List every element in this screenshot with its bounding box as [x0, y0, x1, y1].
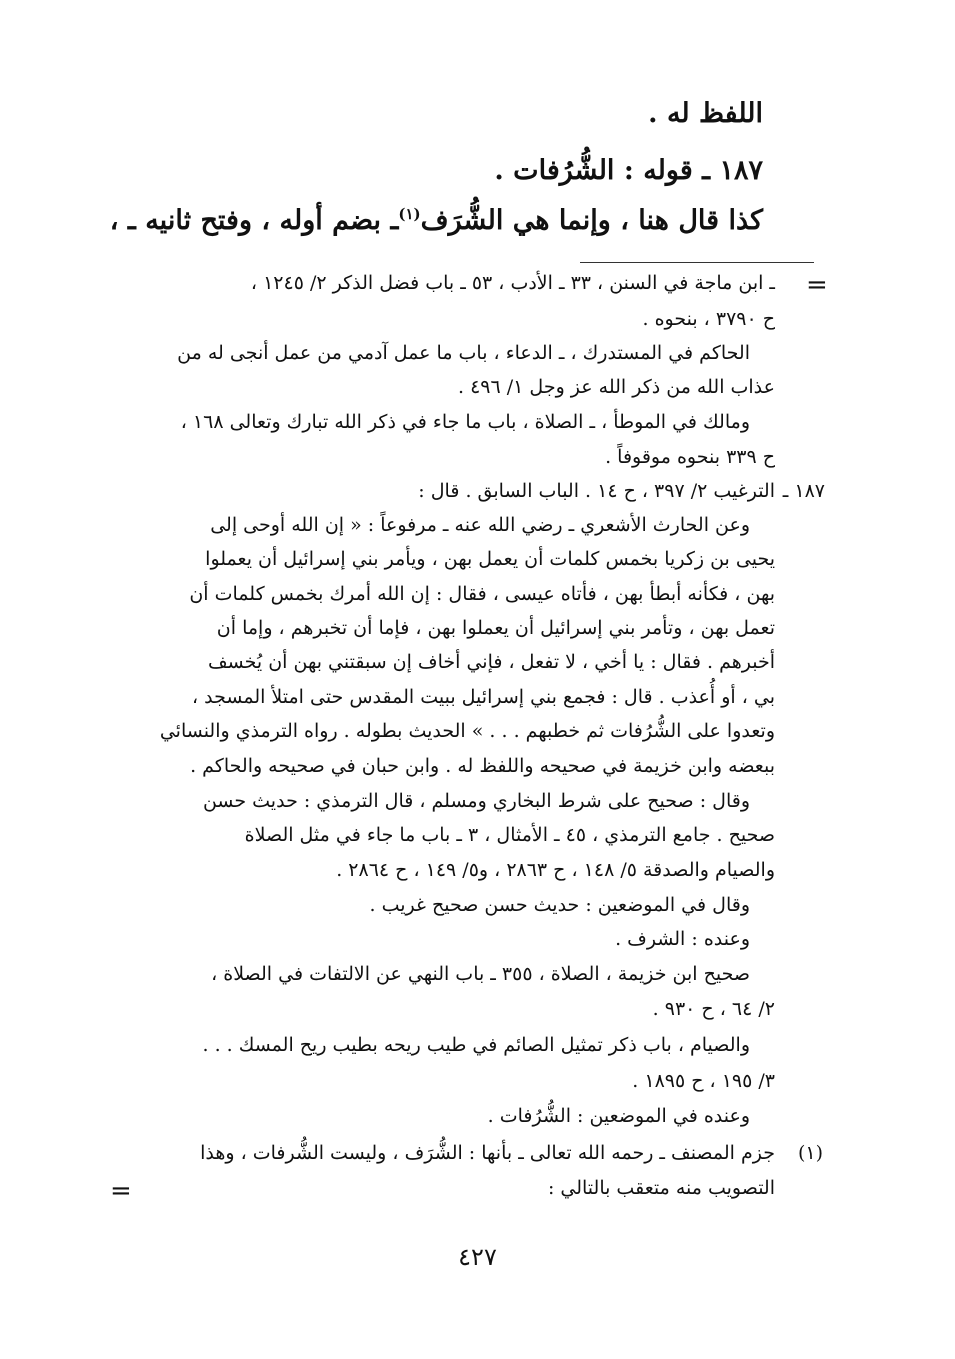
entry-line: وتعدوا على الشُّرُفات ثم خطبهم . . . » الحديث بطوله . رواه الترمذي والنسائي — [159, 720, 775, 742]
entry-line: وعن الحارث الأشعري ـ رضي الله عنه ـ مرفوعاً : « إن الله أوحى إلى — [210, 514, 750, 536]
entry-line: بي ، أو أُعذب . قال : فجمع بني إسرائيل ببيت المقدس حتى امتلأ المسجد ، — [191, 686, 775, 708]
main-line-1: اللفظ له . — [648, 98, 763, 129]
entry-line: والصيام ، باب ذكر تمثيل الصائم في طيب ريحه بطيب ريح المسك . . . — [202, 1034, 750, 1056]
entry-line: يحيى بن زكريا بخمس كلمات أن يعمل بهن ، ويأمر بني إسرائيل أن يعملوا — [205, 548, 775, 570]
main-line-3-a: كذا قال هنا ، وإنما هي الشُّرَف — [420, 205, 763, 236]
entry-line: ٢/ ٦٤ ، ح ٩٣٠ . — [652, 998, 775, 1020]
footnote-line: ح ٣٧٩٠ ، بنحوه . — [642, 308, 775, 330]
entry-line: ٣/ ١٩٥ ، ح ١٨٩٥ . — [632, 1070, 775, 1092]
entry-line: صحيح . جامع الترمذي ، ٤٥ ـ الأمثال ، ٣ ـ باب ما جاء في مثل الصلاة — [244, 824, 775, 846]
footnote-ref-1: (١) — [398, 205, 421, 223]
entry-line: وعنده في الموضعين : الشُّرُفات . — [487, 1105, 750, 1127]
entry-line: وقال : صحيح على شرط البخاري ومسلم ، قال الترمذي : حديث حسن — [202, 790, 750, 812]
main-line-2: ١٨٧ ـ قوله : الشُّرُفات . — [494, 155, 763, 186]
entry-line: أخبرهم . فقال : يا أخي ، لا تفعل ، فإني أخاف إن سبقتني بهن أن يُخسف — [208, 651, 775, 673]
entry-line: صحيح ابن خزيمة ، الصلاة ، ٣٥٥ ـ باب النهي عن الالتفات في الصلاة ، — [211, 963, 750, 985]
entry-line: وعنده : الشرف . — [615, 928, 750, 950]
footnote-number: (١) — [797, 1142, 823, 1164]
footnote-line: ح ٣٣٩ بنحوه موقوفاً . — [605, 446, 775, 468]
entry-line: تعمل بهن ، وتأمر بني إسرائيل أن يعملوا بهن ، فإما أن تخبرهم ، وإما أن — [216, 617, 775, 639]
footnote1-line: التصويب منه متعقب بالتالي : — [547, 1177, 775, 1199]
entry-line: والصيام والصدقة ٥/ ١٤٨ ، ح ٢٨٦٣ ، و٥/ ١٤٩ ، ح ٢٨٦٤ . — [336, 859, 775, 881]
footnote-line: الحاكم في المستدرك ، ـ الدعاء ، باب ما عمل آدمي من عمل أنجى له من — [177, 342, 750, 364]
entry-number: ١٨٧ ـ — [782, 480, 825, 502]
main-line-3 — [110, 205, 763, 236]
footnote1-line: جزم المصنف ـ رحمه الله تعالى ـ بأنها : الشُّرَف ، وليست الشُّرفات ، وهذا — [200, 1142, 775, 1164]
footnote-line: ومالك في الموطأ ، ـ الصلاة ، باب ما جاء في ذكر الله تبارك وتعالى ١٦٨ ، — [180, 411, 750, 433]
entry-line: ببعضه وابن خزيمة في صحيحه واللفظ له . وابن حبان في صحيحه والحاكم . — [190, 755, 775, 777]
main-line-3-b: ـ بضم أوله ، وفتح ثانيه ـ ، — [109, 205, 399, 236]
entry-line: الترغيب ٢/ ٣٩٧ ، ح ١٤ . الباب السابق . قال : — [418, 480, 775, 502]
footnote-line: ـ ابن ماجة في السنن ، ٣٣ ـ الأدب ، ٥٣ ـ باب فضل الذكر ٢/ ١٢٤٥ ، — [250, 272, 775, 294]
footnote-line: عذاب الله من ذكر الله عز وجل ١/ ٤٩٦ . — [458, 376, 775, 398]
entry-line: بهن ، فكأنه أبطأ بهن ، فأتاه عيسى ، فقال : إن الله أمرك بخمس كلمات أن — [189, 583, 775, 605]
entry-line: وقال في الموضعين : حديث حسن صحيح غريب . — [369, 894, 750, 916]
page-number: ٤٢٧ — [458, 1243, 497, 1271]
footnote-separator — [580, 262, 814, 263]
continuation-mark-top: = — [806, 270, 828, 300]
continuation-mark-bottom: = — [110, 1176, 132, 1206]
